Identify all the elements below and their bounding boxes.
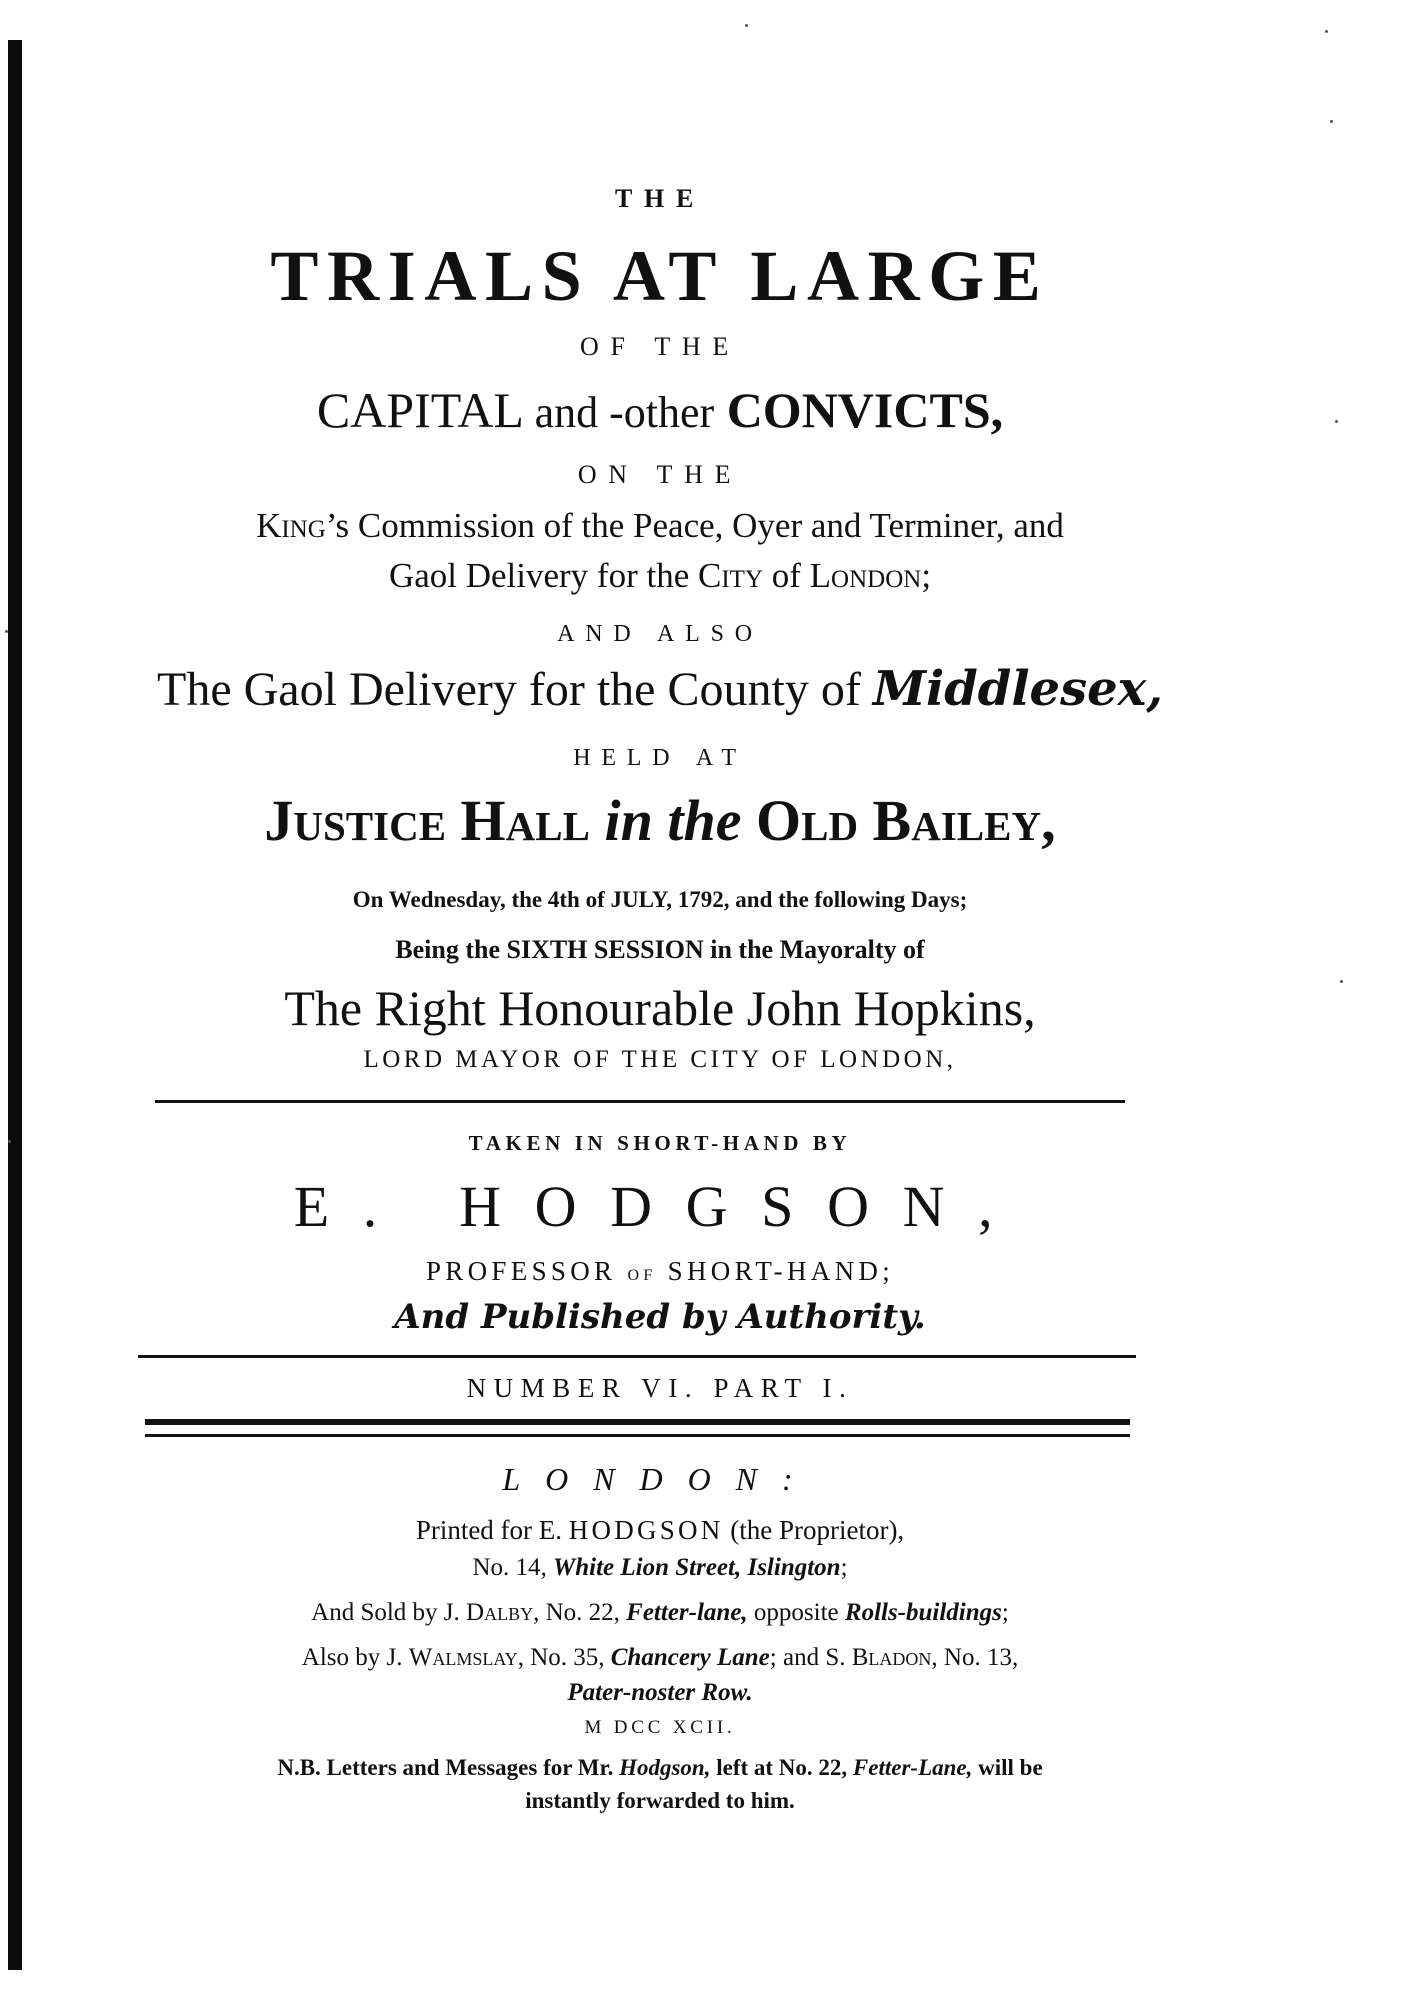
commission-line-1 <box>100 508 1220 543</box>
main-title: TRIALS AT LARGE <box>270 236 1050 316</box>
fetter-lane-note: Fetter-Lane, <box>852 1755 973 1780</box>
sold-by-line <box>100 1600 1220 1625</box>
mayor-name: The Right Honourable John Hopkins, <box>284 980 1036 1036</box>
taken-by-heading: TAKEN IN SHORT-HAND BY <box>468 1131 852 1155</box>
printed-for-line <box>100 1517 1220 1544</box>
middlesex-word: Middlesex, <box>872 661 1163 717</box>
note-lead: N.B. Letters and Messages for Mr. <box>277 1755 614 1780</box>
the-heading: THE <box>614 184 705 213</box>
note-tail: will be <box>978 1755 1043 1780</box>
scan-speck <box>8 1140 11 1143</box>
bladon-name: Bladon <box>851 1644 932 1671</box>
year-line: M DCC XCII. <box>584 1717 736 1738</box>
also-by-lead: Also by J. <box>301 1644 403 1671</box>
authority-line: And Published by Authority. <box>394 1297 926 1337</box>
divider-rule <box>138 1355 1136 1358</box>
of-small-word: OF <box>627 1267 657 1284</box>
capital-word: CAPITAL <box>316 382 523 438</box>
scan-speck <box>1330 120 1333 123</box>
street-name: White Lion Street, Islington <box>553 1554 841 1581</box>
king-word: King <box>256 506 326 545</box>
session-line: Being the SIXTH SESSION in the Mayoralty of <box>395 935 925 964</box>
and-also-heading: AND ALSO <box>557 621 763 647</box>
printed-for-lead: Printed for E. <box>415 1515 563 1545</box>
professor-word: PROFESSOR <box>425 1256 617 1286</box>
mayor-title: LORD MAYOR OF THE CITY OF LONDON, <box>363 1046 957 1073</box>
hodgson-name: HODGSON <box>568 1515 724 1545</box>
sold-by-tail: ; <box>1001 1599 1009 1626</box>
subject-line <box>100 382 1220 438</box>
commission-rest: ’s Commission of the Peace, Oyer and Terminer, and <box>325 506 1064 545</box>
binding-edge <box>8 40 22 1970</box>
of-word: of <box>771 556 801 595</box>
scan-speck <box>745 24 748 27</box>
fetter-lane: Fetter-lane, <box>626 1599 748 1626</box>
divider-rule <box>155 1100 1125 1103</box>
note-mid: left at No. 22, <box>716 1755 848 1780</box>
held-at-heading: HELD AT <box>573 745 747 771</box>
opposite-word: opposite <box>753 1599 839 1626</box>
double-rule-bottom <box>145 1434 1130 1437</box>
city-word: City <box>698 556 763 595</box>
commission-tail: ; <box>921 556 932 595</box>
justice-hall-words: Justice Hall <box>264 788 590 853</box>
scan-speck <box>1325 30 1328 33</box>
note-line-2: instantly forwarded to him. <box>525 1788 795 1813</box>
walmslay-number: , No. 35, <box>517 1644 605 1671</box>
double-rule-top <box>145 1419 1130 1425</box>
sold-by-lead: And Sold by J. <box>311 1599 460 1626</box>
imprint-city: LONDON: <box>502 1461 818 1497</box>
also-by-mid: ; and S. <box>769 1644 846 1671</box>
on-the-heading: ON THE <box>577 460 743 489</box>
and-other-words: and -other <box>534 388 715 437</box>
scan-speck <box>1335 420 1338 423</box>
date-line: On Wednesday, the 4th of JULY, 1792, and the following Days; <box>352 887 968 912</box>
also-by-line <box>100 1645 1220 1670</box>
dalby-name: Dalby <box>466 1599 534 1626</box>
sold-by-number: , No. 22, <box>533 1599 620 1626</box>
old-bailey-words: Old Bailey, <box>755 788 1056 853</box>
short-hand-word: SHORT-HAND; <box>667 1256 895 1286</box>
address-line <box>100 1555 1220 1580</box>
walmslay-name: Walmslay <box>408 1644 518 1671</box>
london-word: London <box>809 556 922 595</box>
scan-speck <box>1340 980 1343 983</box>
gaol-delivery-text: The Gaol Delivery for the County of <box>157 663 861 716</box>
proprietor-note: (the Proprietor), <box>730 1515 905 1545</box>
commission-lead: Gaol Delivery for the <box>388 556 690 595</box>
note-line-1 <box>100 1756 1220 1779</box>
convicts-word: CONVICTS, <box>726 382 1004 438</box>
author-title <box>100 1258 1220 1285</box>
address-number: No. 14, <box>472 1554 547 1581</box>
author-name: E. HODGSON, <box>293 1174 1027 1239</box>
scan-speck <box>5 630 8 633</box>
commission-line-2 <box>100 558 1220 593</box>
gaol-delivery-line <box>100 661 1220 717</box>
rolls-buildings: Rolls-buildings <box>844 1599 1002 1626</box>
number-line: NUMBER VI. PART I. <box>466 1373 854 1403</box>
of-the-heading: OF THE <box>579 332 740 361</box>
venue-line <box>100 788 1220 853</box>
address-tail: ; <box>840 1554 848 1581</box>
chancery-lane: Chancery Lane <box>610 1644 770 1671</box>
in-the-words: in the <box>604 788 742 853</box>
hodgson-note-name: Hodgson, <box>619 1755 711 1780</box>
bladon-number: , No. 13, <box>931 1644 1019 1671</box>
pater-noster-row: Pater-noster Row. <box>567 1679 753 1706</box>
